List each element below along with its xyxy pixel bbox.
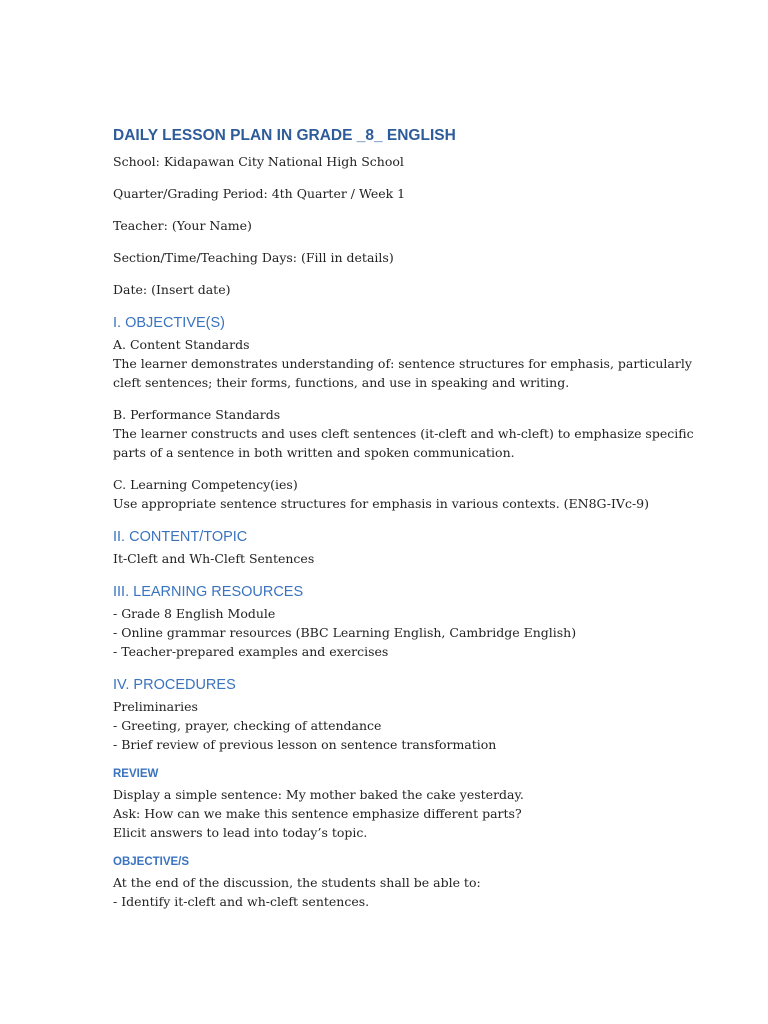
document-title: DAILY LESSON PLAN IN GRADE _8_ ENGLISH (113, 127, 456, 144)
performance-standards-label: B. Performance Standards (113, 407, 281, 422)
performance-standards-line: The learner constructs and uses cleft sentences (it-cleft and wh-cleft) to emphasize specific (113, 426, 694, 441)
preliminaries-label: Preliminaries (113, 699, 198, 714)
competencies-line: Use appropriate sentence structures for emphasis in various contexts. (EN8G-IVc-9) (113, 496, 650, 511)
list-item: - Brief review of previous lesson on sentence transformation (113, 737, 497, 752)
performance-standards-line: parts of a sentence in both written and spoken communication. (113, 445, 515, 460)
review-line: Display a simple sentence: My mother baked the cake yesterday. (113, 787, 524, 802)
content-standards (113, 335, 692, 392)
competencies-label: C. Learning Competency(ies) (113, 477, 298, 492)
quarter-line: Quarter/Grading Period: 4th Quarter / Week 1 (113, 186, 406, 201)
resources-list (113, 604, 673, 661)
date-line: Date: (Insert date) (113, 282, 231, 297)
objective-line: - Identify it-cleft and wh-cleft sentences. (113, 894, 370, 909)
info-block (113, 152, 673, 299)
learning-competencies (113, 475, 673, 513)
content-topic-text: It-Cleft and Wh-Cleft Sentences (113, 551, 315, 566)
objective-block (113, 873, 673, 911)
list-item: - Greeting, prayer, checking of attendance (113, 718, 382, 733)
content-topic-heading: II. CONTENT/TOPIC (113, 529, 248, 545)
procedures-heading: IV. PROCEDURES (113, 677, 236, 693)
document-body (113, 126, 694, 911)
content-standards-label: A. Content Standards (113, 337, 250, 352)
objective-line: At the end of the discussion, the students shall be able to: (113, 875, 481, 890)
review-block (113, 785, 673, 842)
school-line: School: Kidapawan City National High School (113, 154, 404, 169)
review-line: Ask: How can we make this sentence emphasize different parts? (113, 806, 522, 821)
resources-heading: III. LEARNING RESOURCES (113, 584, 304, 600)
section-line: Section/Time/Teaching Days: (Fill in details) (113, 250, 394, 265)
content-standards-line: cleft sentences; their forms, functions, and use in speaking and writing. (113, 375, 570, 390)
teacher-line: Teacher: (Your Name) (113, 218, 252, 233)
performance-standards (113, 405, 694, 462)
content-standards-line: The learner demonstrates understanding of: sentence structures for emphasis, particularly (113, 356, 692, 371)
list-item: - Teacher-prepared examples and exercises (113, 644, 389, 659)
list-item: - Online grammar resources (BBC Learning English, Cambridge English) (113, 625, 577, 640)
objectives-heading: I. OBJECTIVE(S) (113, 315, 225, 331)
review-heading: REVIEW (113, 768, 159, 780)
preliminaries (113, 697, 673, 754)
review-line: Elicit answers to lead into today’s topic. (113, 825, 368, 840)
objective-subheading: OBJECTIVE/S (113, 856, 190, 868)
list-item: - Grade 8 English Module (113, 606, 276, 621)
